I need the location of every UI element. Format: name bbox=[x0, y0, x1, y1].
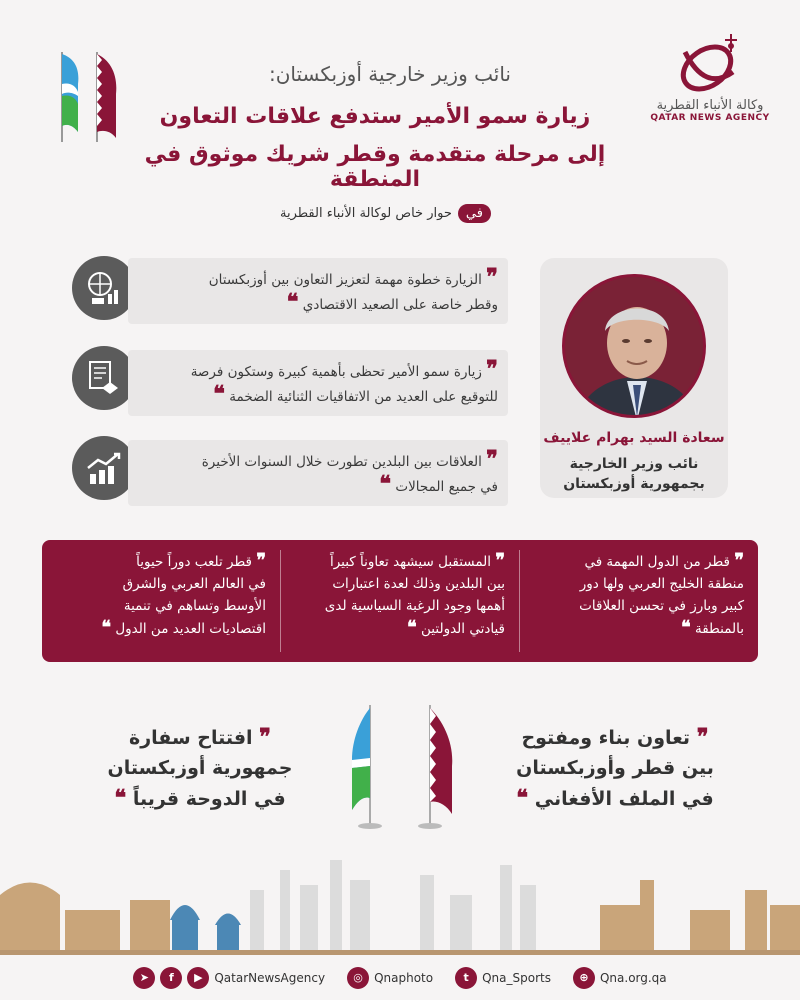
quote-3-line-1: العلاقات بين البلدين تطورت خلال السنوات الأخيرة bbox=[201, 454, 482, 470]
telegram-icon: ➤ bbox=[133, 967, 155, 989]
quote-3-line-2: في جميع المجالات bbox=[395, 479, 498, 495]
band-column-1 bbox=[520, 540, 758, 662]
band-1-line-4: بالمنطقة bbox=[694, 621, 744, 637]
statement-afghan-file bbox=[500, 722, 730, 814]
quote-close-mark: ❝ bbox=[681, 617, 691, 638]
band-column-3 bbox=[42, 540, 280, 662]
quote-close-mark: ❝ bbox=[516, 785, 529, 811]
quote-row-3 bbox=[128, 440, 508, 506]
band-1-line-2: منطقة الخليج العربي ولها دور bbox=[579, 576, 744, 592]
quote-open-mark: ❞ bbox=[486, 356, 498, 382]
globe-icon: ⊕ bbox=[573, 967, 595, 989]
band-2-line-1: المستقبل سيشهد تعاوناً كبيراً bbox=[329, 554, 492, 570]
agency-name-ar: وكالة الأنباء القطرية bbox=[656, 98, 764, 113]
quote-row-1 bbox=[128, 258, 508, 324]
profile-name: سعادة السيد بهرام علاييف bbox=[543, 430, 725, 446]
band-1-line-3: كبير وبارز في تحسن العلاقات bbox=[579, 598, 744, 614]
qna-logo bbox=[650, 32, 770, 137]
band-column-2 bbox=[281, 540, 519, 662]
supertitle: نائب وزير خارجية أوزبكستان: bbox=[269, 62, 511, 86]
quote-2-line-1: زيارة سمو الأمير تحظى بأهمية كبيرة وستكون فرصة bbox=[190, 364, 482, 380]
profile-role-line-2: بجمهورية أوزبكستان bbox=[563, 476, 705, 492]
band-1-line-1: قطر من الدول المهمة في bbox=[584, 554, 731, 570]
twitter-icon: t bbox=[455, 967, 477, 989]
highlights-band bbox=[42, 540, 758, 662]
band-3-line-2: في العالم العربي والشرق bbox=[122, 576, 266, 592]
footer-social-2[interactable] bbox=[347, 967, 433, 989]
band-3-line-3: الأوسط وتساهم في تنمية bbox=[123, 598, 266, 614]
statement-left-line-2: جمهورية أوزبكستان bbox=[107, 757, 293, 779]
quote-close-mark: ❝ bbox=[101, 617, 112, 638]
quote-open-mark: ❞ bbox=[696, 724, 709, 750]
quote-close-mark: ❝ bbox=[213, 381, 225, 407]
band-3-line-1: قطر تلعب دوراً حيوياً bbox=[136, 554, 253, 570]
interview-prefix-pill: في bbox=[458, 204, 491, 223]
agency-name-en: QATAR NEWS AGENCY bbox=[650, 113, 770, 123]
profile-card bbox=[540, 258, 728, 498]
band-2-line-2: بين البلدين وذلك لعدة اعتبارات bbox=[332, 576, 505, 592]
footer-website[interactable] bbox=[573, 967, 667, 989]
footer-social-1[interactable] bbox=[133, 967, 325, 989]
facebook-icon: f bbox=[160, 967, 182, 989]
youtube-icon: ▶ bbox=[187, 967, 209, 989]
quote-open-mark: ❞ bbox=[486, 446, 498, 472]
quote-close-mark: ❝ bbox=[407, 617, 417, 638]
quote-close-mark: ❝ bbox=[114, 785, 127, 811]
skyline-illustration bbox=[0, 850, 800, 955]
social-handle-3: Qna_Sports bbox=[482, 970, 551, 985]
band-3-line-4: اقتصاديات العديد من الدول bbox=[115, 621, 266, 637]
band-divider bbox=[280, 550, 281, 652]
qna-emblem-icon bbox=[675, 32, 745, 94]
website-link: Qna.org.qa bbox=[599, 970, 667, 985]
person-portrait-icon bbox=[565, 277, 706, 418]
statement-embassy bbox=[90, 722, 310, 814]
agreement-handshake-icon bbox=[72, 346, 136, 410]
quote-open-mark: ❞ bbox=[256, 550, 266, 571]
profile-role-line-1: نائب وزير الخارجية bbox=[569, 456, 699, 472]
quote-open-mark: ❞ bbox=[734, 550, 744, 571]
band-divider bbox=[519, 550, 520, 652]
statement-right-line-1: تعاون بناء ومفتوح bbox=[521, 727, 691, 749]
headline-line-1: زيارة سمو الأمير ستدفع علاقات التعاون bbox=[159, 104, 591, 129]
quote-close-mark: ❝ bbox=[379, 471, 392, 497]
statement-right-line-2: بين قطر وأوزبكستان bbox=[516, 757, 714, 779]
quote-2-line-2: للتوقيع على العديد من الاتفاقيات الثنائية الضخمة bbox=[229, 389, 498, 405]
quote-close-mark: ❝ bbox=[286, 289, 299, 315]
footer-social-3[interactable] bbox=[455, 967, 551, 989]
quote-row-2 bbox=[128, 350, 508, 416]
quote-1-line-2: وقطر خاصة على الصعيد الاقتصادي bbox=[302, 297, 498, 313]
uzbek-qatar-flags-icon bbox=[42, 44, 127, 144]
instagram-icon: ◎ bbox=[347, 967, 369, 989]
crossed-flags-icon bbox=[330, 700, 470, 835]
quote-1-line-1: الزيارة خطوة مهمة لتعزيز التعاون بين أوزبكستان bbox=[208, 272, 482, 288]
social-handle-1: QatarNewsAgency bbox=[214, 970, 326, 985]
quote-open-mark: ❞ bbox=[495, 550, 505, 571]
headline-line-2: إلى مرحلة متقدمة وقطر شريك موثوق في المنطقة bbox=[144, 142, 606, 192]
statement-right-line-3: في الملف الأفغاني bbox=[534, 788, 714, 810]
band-2-line-4: قيادتي الدولتين bbox=[421, 621, 505, 637]
globe-growth-icon bbox=[72, 256, 136, 320]
interview-text: حوار خاص لوكالة الأنباء القطرية bbox=[280, 205, 452, 221]
band-2-line-3: أهمها وجود الرغبة السياسية لدى bbox=[324, 598, 505, 614]
statement-left-line-1: افتتاح سفارة bbox=[128, 727, 253, 749]
footer-social-bar bbox=[0, 955, 800, 1000]
quote-open-mark: ❞ bbox=[259, 724, 272, 750]
social-handle-2: Qnaphoto bbox=[374, 970, 434, 985]
interview-tag bbox=[280, 200, 565, 226]
quote-open-mark: ❞ bbox=[486, 264, 498, 290]
growth-chart-icon bbox=[72, 436, 136, 500]
statement-left-line-3: في الدوحة قريباً bbox=[132, 788, 286, 810]
portrait-avatar bbox=[562, 274, 706, 418]
